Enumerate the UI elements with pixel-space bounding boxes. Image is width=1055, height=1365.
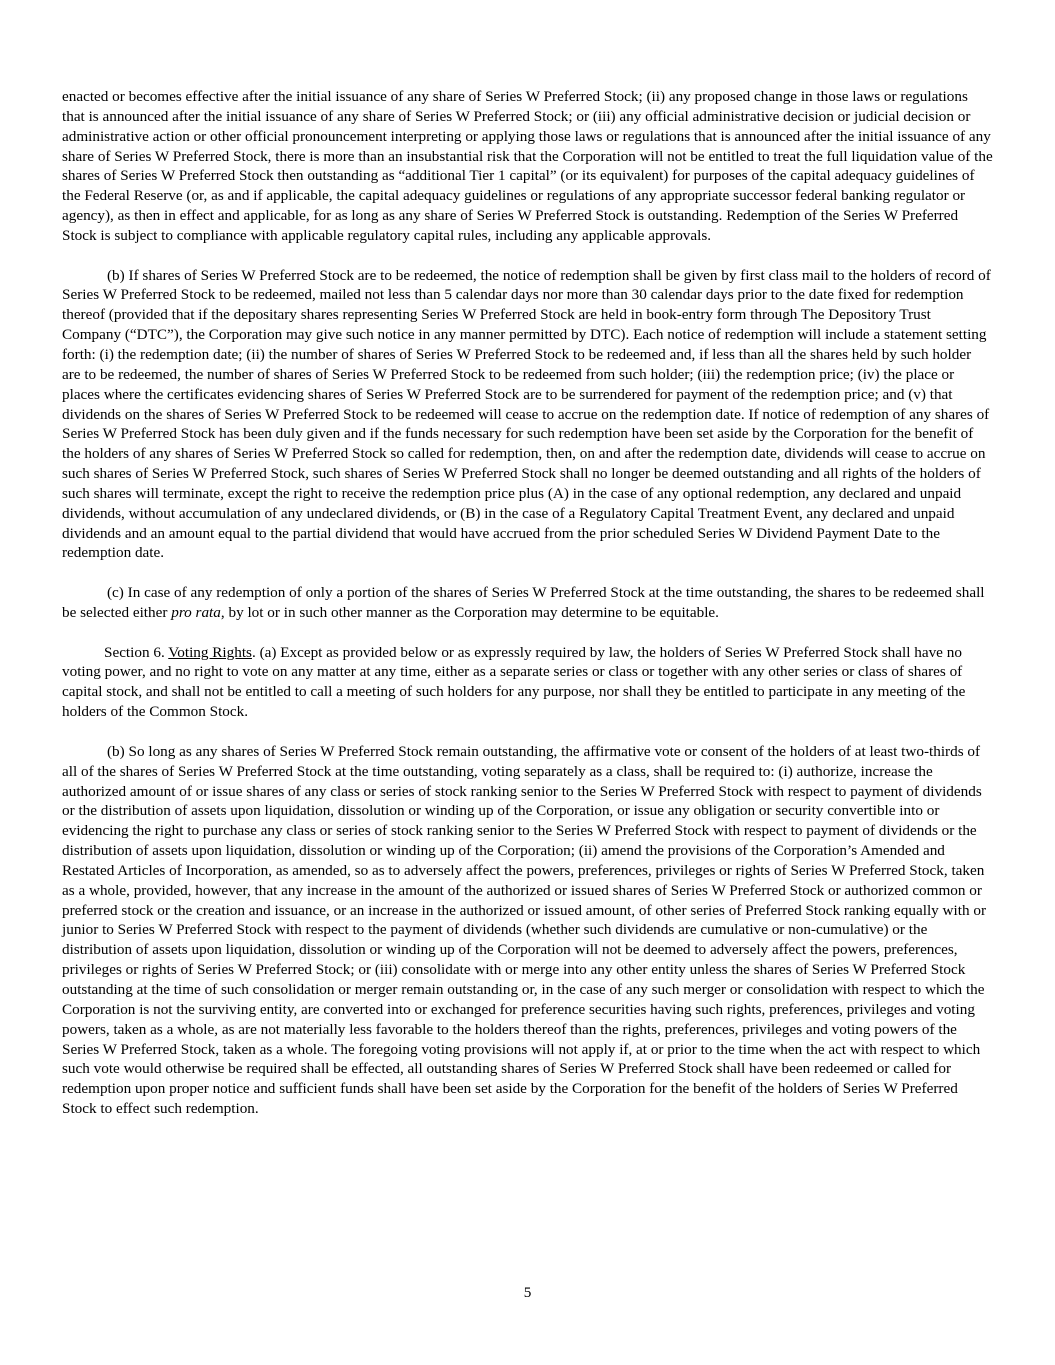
paragraph-partial-redemption <box>62 583 993 623</box>
paragraph-voting-rights <box>62 643 993 722</box>
section-number: Section 6. <box>104 643 169 661</box>
partial-redemption-text-end: , by lot or in such other manner as the Corporation may determine to be equitable. <box>220 603 719 621</box>
document-body <box>62 87 993 1119</box>
section-heading-voting-rights: Voting Rights <box>168 643 252 661</box>
voting-rights-text: . (a) Except as provided below or as expressly required by law, the holders of Series W Preferred Stock shall have no voting power, and no right to vote on any matter at any time, either as a separate series or class or together with any other series or class of shares of capital stock, and shall not be entitled to call a meeting of such holders for any purpose, nor shall they be entitled to participate in any meeting of the holders of the Common Stock. <box>62 643 966 721</box>
pro-rata-term: pro rata <box>171 603 221 621</box>
paragraph-regulatory-capital-event: enacted or becomes effective after the initial issuance of any share of Series W Preferred Stock; (ii) any proposed change in those laws or regulations that is announced after the initial issuance of any share of Series W Preferred Stock; or (iii) any official administrative decision or judicial decision or administrative action or other official pronouncement interpreting or applying those laws or regulations that is announced after the initial issuance of any share of Series W Preferred Stock, there is more than an insubstantial risk that the Corporation will not be entitled to treat the full liquidation value of the shares of Series W Preferred Stock then outstanding as “additional Tier 1 capital” (or its equivalent) for purposes of the capital adequacy guidelines of the Federal Reserve (or, as and if applicable, the capital adequacy guidelines or regulations of any appropriate successor federal banking regulator or agency), as then in effect and applicable, for as long as any share of Series W Preferred Stock is outstanding. Redemption of the Series W Preferred Stock is subject to compliance with applicable regulatory capital rules, including any applicable approvals. <box>62 88 993 244</box>
partial-redemption-text-start: (c) In case of any redemption of only a portion of the shares of Series W Preferred Stock at the time outstanding, the shares to be redeemed shall be selected either <box>62 584 985 621</box>
paragraph-notice-of-redemption: (b) If shares of Series W Preferred Stock are to be redeemed, the notice of redemption shall be given by first class mail to the holders of record of Series W Preferred Stock to be redeemed, mailed not less than 5 calendar days nor more than 30 calendar days prior to the date fixed for redemption thereof (provided that if the depositary shares representing Series W Preferred Stock are held in book-entry form through The Depository Trust Company (“DTC”), the Corporation may give such notice in any manner permitted by DTC). Each notice of redemption will include a statement setting forth: (i) the redemption date; (ii) the number of shares of Series W Preferred Stock to be redeemed and, if less than all the shares held by such holder are to be redeemed, the number of shares of Series W Preferred Stock to be redeemed from such holder; (iii) the redemption price; (iv) the place or places where the certificates evidencing shares of Series W Preferred Stock are to be surrendered for payment of the redemption price; and (v) that dividends on the shares of Series W Preferred Stock to be redeemed will cease to accrue on the redemption date. If notice of redemption of any shares of Series W Preferred Stock has been duly given and if the funds necessary for such redemption have been set aside by the Corporation for the benefit of the holders of any shares of Series W Preferred Stock so called for redemption, then, on and after the redemption date, dividends will cease to accrue on such shares of Series W Preferred Stock, such shares of Series W Preferred Stock shall no longer be deemed outstanding and all rights of the holders of such shares will terminate, except the right to receive the redemption price plus (A) in the case of any optional redemption, any declared and unpaid dividends, without accumulation of any undeclared dividends, or (B) in the case of a Regulatory Capital Treatment Event, any declared and unpaid dividends and an amount equal to the partial dividend that would have accrued from the prior scheduled Series W Dividend Payment Date to the redemption date. <box>62 266 991 562</box>
paragraph-affirmative-vote: (b) So long as any shares of Series W Preferred Stock remain outstanding, the affirmative vote or consent of the holders of at least two-thirds of all of the shares of Series W Preferred Stock at the time outstanding, voting separately as a class, shall be required to: (i) authorize, increase the authorized amount of or issue shares of any class or series of stock ranking senior to the Series W Preferred Stock with respect to payment of dividends or the distribution of assets upon liquidation, dissolution or winding up of the Corporation, or issue any obligation or security convertible into or evidencing the right to purchase any class or series of stock ranking senior to the Series W Preferred Stock with respect to payment of dividends or the distribution of assets upon liquidation, dissolution or winding up of the Corporation; (ii) amend the provisions of the Corporation’s Amended and Restated Articles of Incorporation, as amended, so as to adversely affect the powers, preferences, privileges or rights of Series W Preferred Stock, taken as a whole, provided, however, that any increase in the amount of the authorized or issued shares of Series W Preferred Stock or authorized common or preferred stock or the creation and issuance, or an increase in the authorized or issued amount, of other series of Preferred Stock ranking equally with or junior to Series W Preferred Stock with respect to the payment of dividends (whether such dividends are cumulative or non-cumulative) or the distribution of assets upon liquidation, dissolution or winding up of the Corporation will not be deemed to adversely affect the powers, preferences, privileges or rights of Series W Preferred Stock; or (iii) consolidate with or merge into any other entity unless the shares of Series W Preferred Stock outstanding at the time of such consolidation or merger remain outstanding or, in the case of any such merger or consolidation with respect to which the Corporation is not the surviving entity, are converted into or exchanged for preference securities having such rights, preferences, privileges and voting powers, taken as a whole, as are not materially less favorable to the holders thereof than the rights, preferences, privileges and voting powers of the Series W Preferred Stock, taken as a whole. The foregoing voting provisions will not apply if, at or prior to the time when the act with respect to which such vote would otherwise be required shall be effected, all outstanding shares of Series W Preferred Stock shall have been redeemed or called for redemption upon proper notice and sufficient funds shall have been set aside by the Corporation for the benefit of the holders of Series W Preferred Stock to effect such redemption. <box>62 742 986 1118</box>
page-number: 5 <box>523 1284 532 1301</box>
